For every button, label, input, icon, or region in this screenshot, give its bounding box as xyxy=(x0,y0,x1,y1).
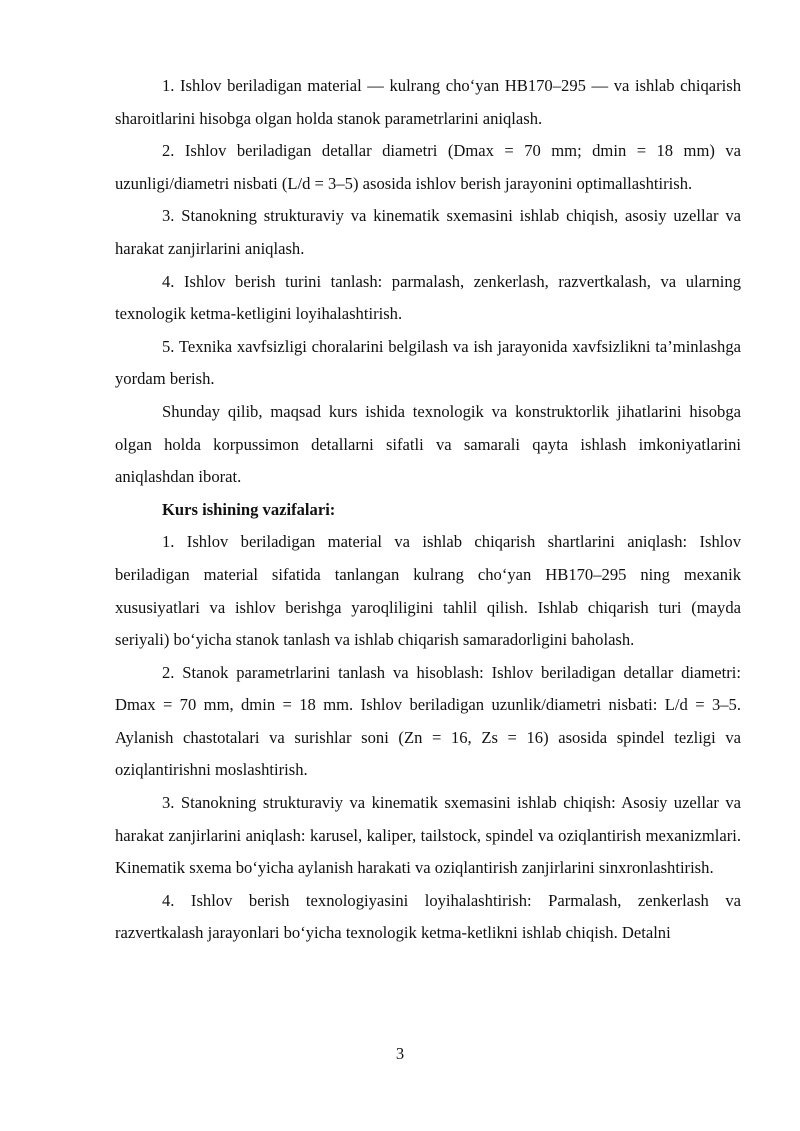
task-item-parameters: 2. Stanok parametrlarini tanlash va hisoblash: Ishlov beriladigan detallar diametri: Dmax = 70 mm, dmin = 18 mm. Ishlov beriladigan uzunlik/diametri nisbati: L/d = 3–5. Aylanish chastotalari va surishlar soni (Zn = 16, Zs = 16) asosida spindel tezligi va oziqlantirishni moslashtirish. xyxy=(115,662,741,780)
task-item-technology: 4. Ishlov berish texnologiyasini loyihalashtirish: Parmalash, zenkerlash va razvertkalash jarayonlari bo‘yicha texnologik ketma-ketlikni ishlab chiqish. Detalni xyxy=(115,890,741,943)
list-item-processing-type: 4. Ishlov berish turini tanlash: parmalash, zenkerlash, razvertkalash, va ularning texnologik ketma-ketligini loyihalashtirish. xyxy=(115,271,741,324)
task-item-material: 1. Ishlov beriladigan material va ishlab chiqarish shartlarini aniqlash: Ishlov beriladigan material sifatida tanlangan kulrang cho‘yan HB170–295 ning mexanik xususiyatlari va ishlov berishga yaroqliligini tahlil qilish. Ishlab chiqarish turi (mayda seriyali) bo‘yicha stanok tanlash va ishlab chiqarish samaradorligini baholash. xyxy=(115,532,741,650)
document-body xyxy=(115,70,741,950)
list-item-diameter: 2. Ishlov beriladigan detallar diametri (Dmax = 70 mm; dmin = 18 mm) va uzunligi/diametri nisbati (L/d = 3–5) asosida ishlov berish jarayonini optimallashtirish. xyxy=(115,141,741,193)
list-item-kinematic: 3. Stanokning strukturaviy va kinematik sxemasini ishlab chiqish, asosiy uzellar va harakat zanjirlarini aniqlash. xyxy=(115,206,741,258)
task-item-kinematic: 3. Stanokning strukturaviy va kinematik sxemasini ishlab chiqish: Asosiy uzellar va harakat zanjirlarini aniqlash: karusel, kaliper, tailstock, spindel va oziqlantirish mexanizmlari. Kinematik sxema bo‘yicha aylanish harakati va oziqlantirish zanjirlarini sinxronlashtirish. xyxy=(115,793,741,878)
list-item-material: 1. Ishlov beriladigan material — kulrang cho‘yan HB170–295 — va ishlab chiqarish sharoitlarini hisobga olgan holda stanok parametrlarini aniqlash. xyxy=(115,76,741,128)
summary-paragraph: Shunday qilib, maqsad kurs ishida texnologik va konstruktorlik jihatlarini hisobga olgan holda korpussimon detallarni sifatli va samarali qayta ishlash imkoniyatlarini aniqlashdan iborat. xyxy=(115,401,741,487)
section-heading: Kurs ishining vazifalari: xyxy=(162,499,336,519)
page-number: 3 xyxy=(395,1044,405,1063)
list-item-safety: 5. Texnika xavfsizligi choralarini belgilash va ish jarayonida xavfsizlikni ta’minlashga yordam berish. xyxy=(115,336,741,389)
